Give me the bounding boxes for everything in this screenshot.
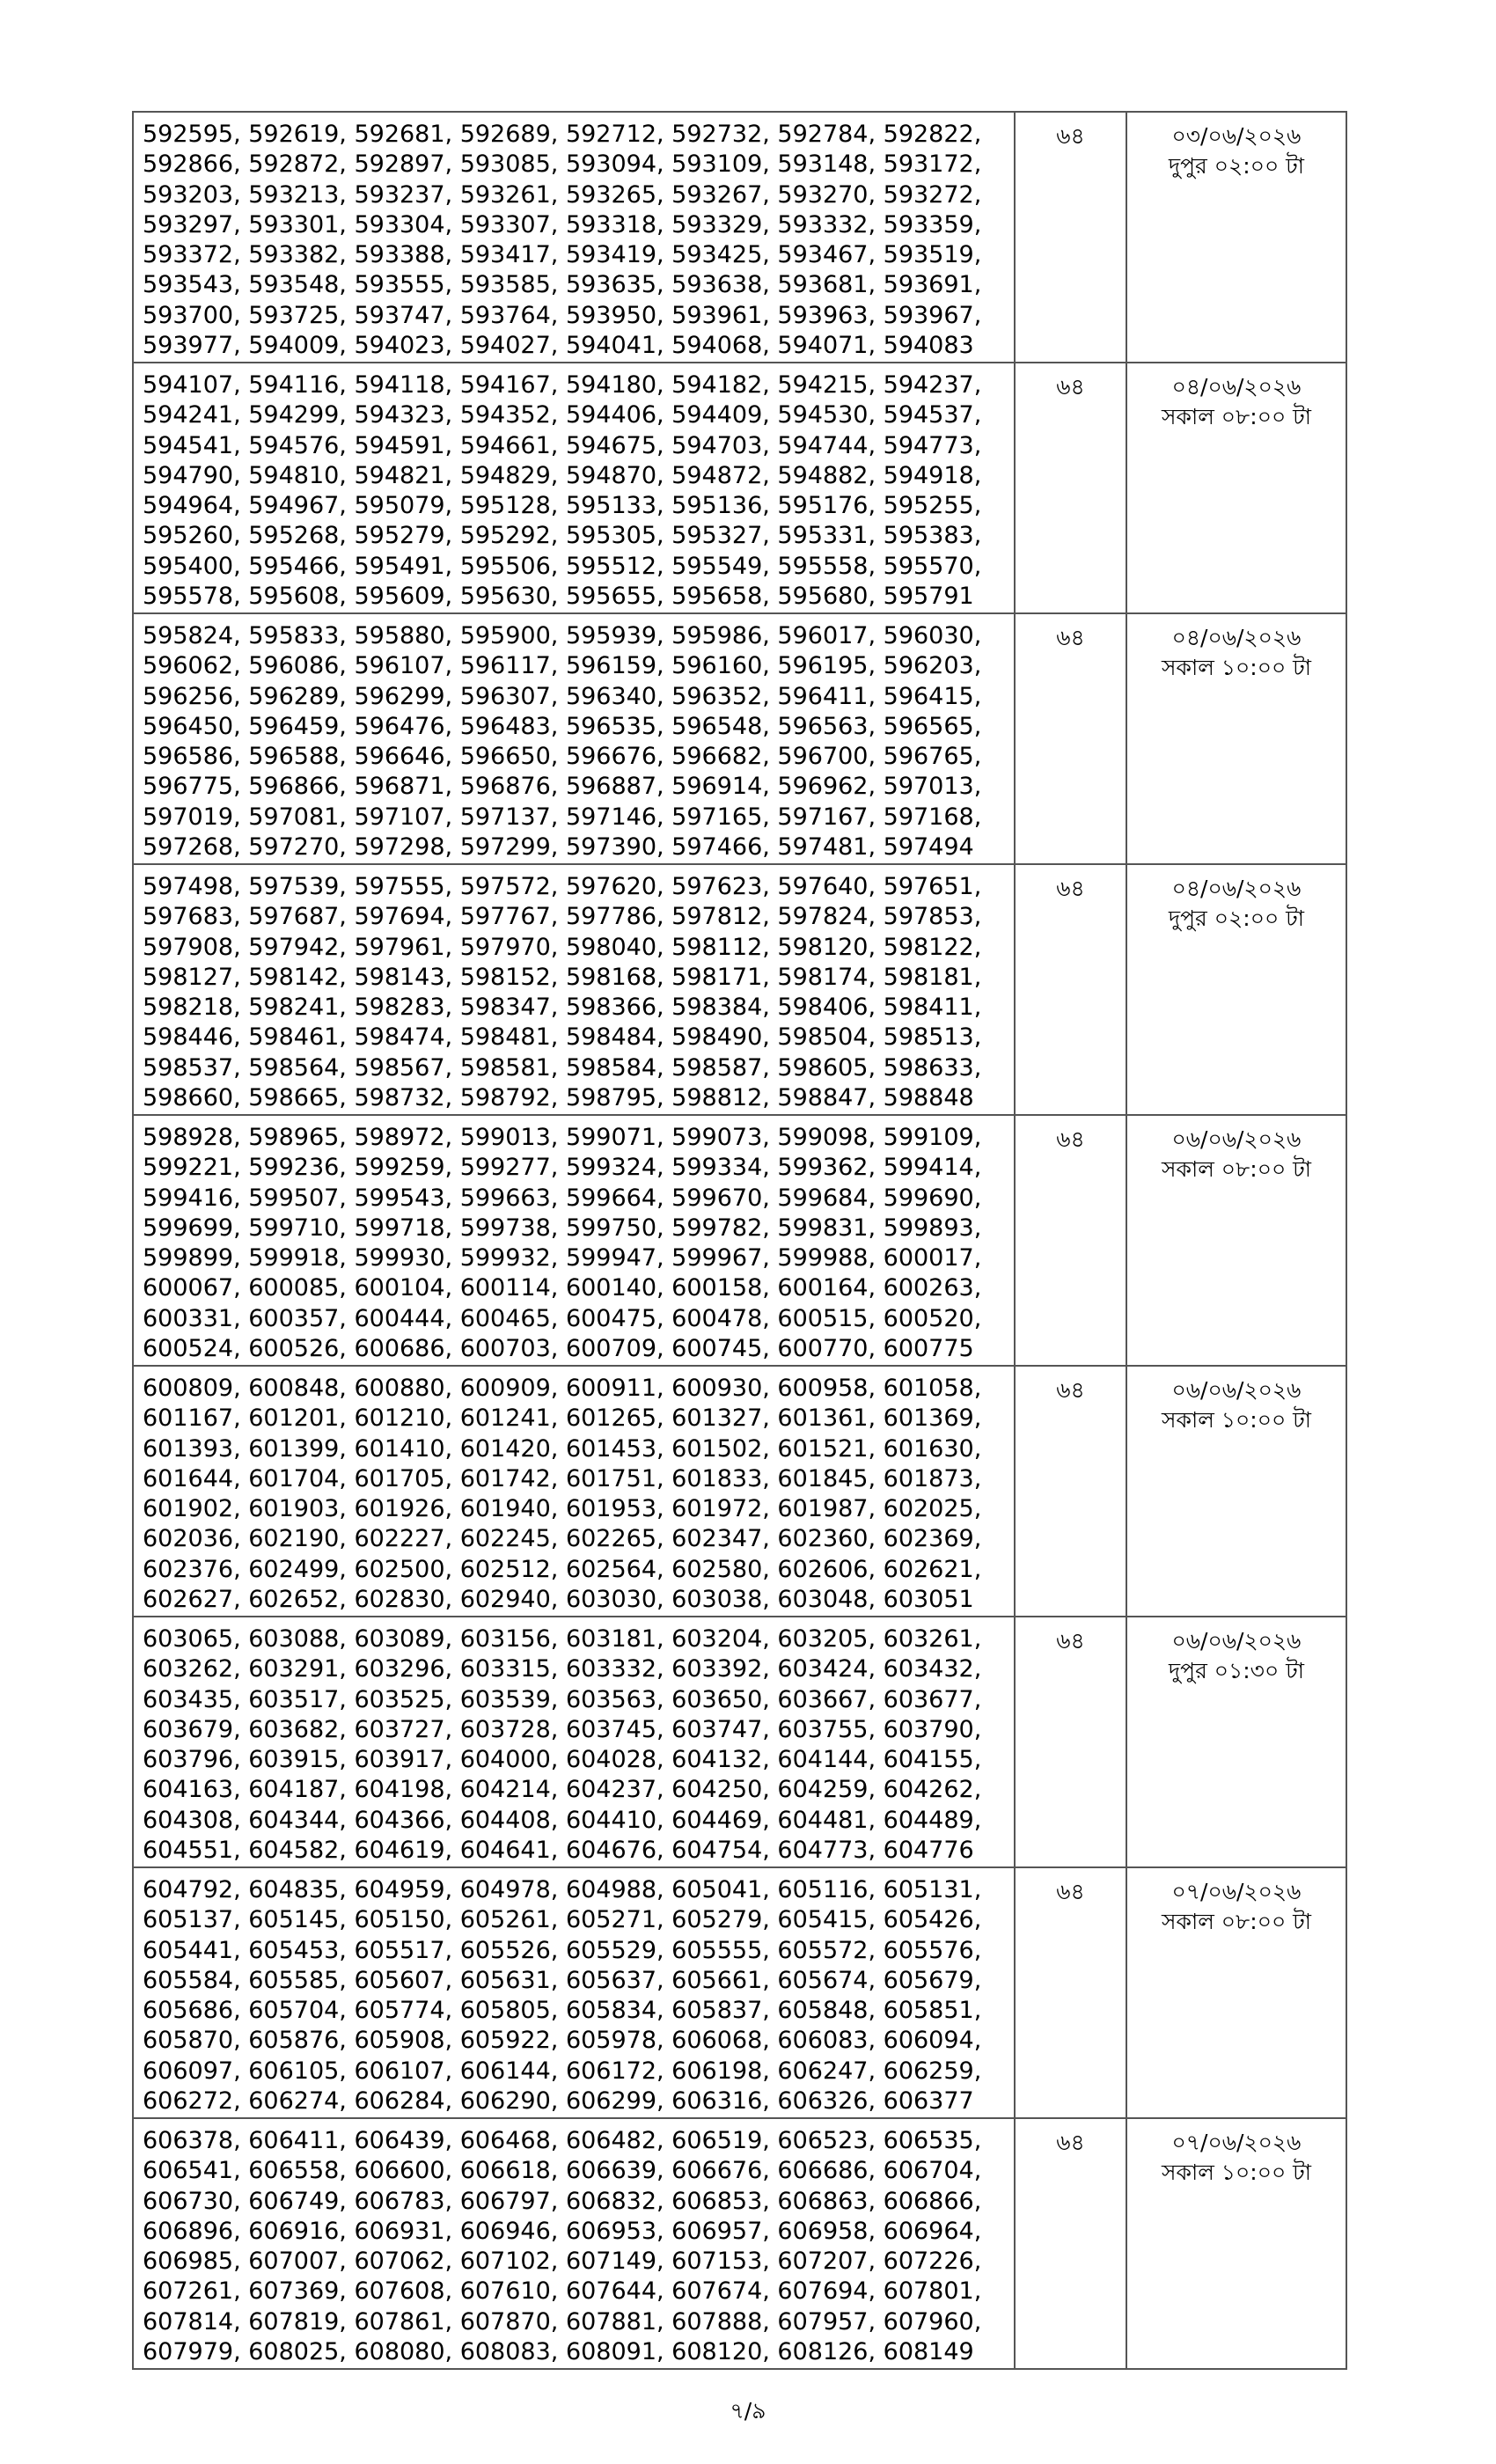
roll-numbers-cell [133,363,1015,613]
schedule-cell [1126,2118,1346,2369]
roll-numbers-cell [133,112,1015,363]
count-cell [1015,1366,1126,1617]
roll-numbers-cell [133,1867,1015,2118]
count-text: ৬৪ [1056,123,1085,149]
count-cell [1015,1867,1126,2118]
count-cell [1015,613,1126,864]
schedule-cell [1126,112,1346,363]
roll-numbers-text: 597498, 597539, 597555, 597572, 597620, 597623, 597640, 597651, 597683, 597687, 597694, 597767, 597786, 597812, 597824, 597853, 597908, 597942, 597961, 597970, 598040, 598112, 598120, 598122, 598127, 598142, 598143, 598152, 598168, 598171, 598174, 598181, 598218, 598241, 598283, 598347, 598366, 598384, 598406, 598411, 598446, 598461, 598474, 598481, 598484, 598490, 598504, 598513, 598537, 598564, 598567, 598581, 598584, 598587, 598605, 598633, 598660, 598665, 598732, 598792, 598795, 598812, 598847, 598848 [143,873,982,1112]
count-text: ৬৪ [1056,1628,1085,1654]
count-text: ৬৪ [1056,2130,1085,2155]
roll-numbers-cell [133,613,1015,864]
page-number: ৭/৯ [730,2398,766,2424]
exam-time: সকাল ১০:০০ টা [1161,2160,1312,2185]
table-row [133,1617,1346,1867]
exam-date: ০৭/০৬/২০২৬ [1171,1879,1302,1904]
schedule-table [132,111,1347,2370]
exam-date: ০৬/০৬/২০২৬ [1171,1126,1302,1152]
roll-numbers-cell [133,1617,1015,1867]
exam-time: সকাল ০৮:০০ টা [1161,1909,1312,1934]
exam-time: দুপুর ০১:৩০ টা [1168,1658,1305,1683]
count-cell [1015,1617,1126,1867]
roll-numbers-text: 595824, 595833, 595880, 595900, 595939, 595986, 596017, 596030, 596062, 596086, 596107, 596117, 596159, 596160, 596195, 596203, 596256, 596289, 596299, 596307, 596340, 596352, 596411, 596415, 596450, 596459, 596476, 596483, 596535, 596548, 596563, 596565, 596586, 596588, 596646, 596650, 596676, 596682, 596700, 596765, 596775, 596866, 596871, 596876, 596887, 596914, 596962, 597013, 597019, 597081, 597107, 597137, 597146, 597165, 597167, 597168, 597268, 597270, 597298, 597299, 597390, 597466, 597481, 597494 [143,622,982,862]
roll-numbers-text: 594107, 594116, 594118, 594167, 594180, 594182, 594215, 594237, 594241, 594299, 594323, 594352, 594406, 594409, 594530, 594537, 594541, 594576, 594591, 594661, 594675, 594703, 594744, 594773, 594790, 594810, 594821, 594829, 594870, 594872, 594882, 594918, 594964, 594967, 595079, 595128, 595133, 595136, 595176, 595255, 595260, 595268, 595279, 595292, 595305, 595327, 595331, 595383, 595400, 595466, 595491, 595506, 595512, 595549, 595558, 595570, 595578, 595608, 595609, 595630, 595655, 595658, 595680, 595791 [143,371,982,611]
exam-time: সকাল ১০:০০ টা [1161,1407,1312,1433]
table-row [133,613,1346,864]
roll-numbers-text: 603065, 603088, 603089, 603156, 603181, 603204, 603205, 603261, 603262, 603291, 603296, 603315, 603332, 603392, 603424, 603432, 603435, 603517, 603525, 603539, 603563, 603650, 603667, 603677, 603679, 603682, 603727, 603728, 603745, 603747, 603755, 603790, 603796, 603915, 603917, 604000, 604028, 604132, 604144, 604155, 604163, 604187, 604198, 604214, 604237, 604250, 604259, 604262, 604308, 604344, 604366, 604408, 604410, 604469, 604481, 604489, 604551, 604582, 604619, 604641, 604676, 604754, 604773, 604776 [143,1625,982,1865]
exam-date: ০৩/০৬/২০২৬ [1171,123,1302,149]
schedule-cell [1126,864,1346,1115]
schedule-cell [1126,363,1346,613]
count-cell [1015,363,1126,613]
schedule-cell [1126,1867,1346,2118]
schedule-cell [1126,1115,1346,1366]
exam-date: ০৭/০৬/২০২৬ [1171,2130,1302,2155]
schedule-cell [1126,613,1346,864]
exam-time: দুপুর ০২:০০ টা [1168,906,1305,931]
roll-numbers-text: 592595, 592619, 592681, 592689, 592712, 592732, 592784, 592822, 592866, 592872, 592897, 593085, 593094, 593109, 593148, 593172, 593203, 593213, 593237, 593261, 593265, 593267, 593270, 593272, 593297, 593301, 593304, 593307, 593318, 593329, 593332, 593359, 593372, 593382, 593388, 593417, 593419, 593425, 593467, 593519, 593543, 593548, 593555, 593585, 593635, 593638, 593681, 593691, 593700, 593725, 593747, 593764, 593950, 593961, 593963, 593967, 593977, 594009, 594023, 594027, 594041, 594068, 594071, 594083 [143,121,982,360]
roll-numbers-text: 600809, 600848, 600880, 600909, 600911, 600930, 600958, 601058, 601167, 601201, 601210, 601241, 601265, 601327, 601361, 601369, 601393, 601399, 601410, 601420, 601453, 601502, 601521, 601630, 601644, 601704, 601705, 601742, 601751, 601833, 601845, 601873, 601902, 601903, 601926, 601940, 601953, 601972, 601987, 602025, 602036, 602190, 602227, 602245, 602265, 602347, 602360, 602369, 602376, 602499, 602500, 602512, 602564, 602580, 602606, 602621, 602627, 602652, 602830, 602940, 603030, 603038, 603048, 603051 [143,1375,982,1614]
exam-date: ০৪/০৬/২০২৬ [1171,876,1302,901]
count-cell [1015,112,1126,363]
exam-time: দুপুর ০২:০০ টা [1168,153,1305,179]
schedule-cell [1126,1366,1346,1617]
count-text: ৬৪ [1056,1879,1085,1904]
count-text: ৬৪ [1056,876,1085,901]
table-row [133,2118,1346,2369]
exam-time: সকাল ০৮:০০ টা [1161,1156,1312,1182]
count-cell [1015,2118,1126,2369]
roll-numbers-text: 604792, 604835, 604959, 604978, 604988, 605041, 605116, 605131, 605137, 605145, 605150, 605261, 605271, 605279, 605415, 605426, 605441, 605453, 605517, 605526, 605529, 605555, 605572, 605576, 605584, 605585, 605607, 605631, 605637, 605661, 605674, 605679, 605686, 605704, 605774, 605805, 605834, 605837, 605848, 605851, 605870, 605876, 605908, 605922, 605978, 606068, 606083, 606094, 606097, 606105, 606107, 606144, 606172, 606198, 606247, 606259, 606272, 606274, 606284, 606290, 606299, 606316, 606326, 606377 [143,1876,982,2116]
table-row [133,864,1346,1115]
schedule-cell [1126,1617,1346,1867]
table-row [133,1115,1346,1366]
exam-time: সকাল ০৮:০০ টা [1161,404,1312,429]
table-row [133,112,1346,363]
count-text: ৬৪ [1056,625,1085,650]
roll-numbers-cell [133,1115,1015,1366]
roll-numbers-text: 606378, 606411, 606439, 606468, 606482, 606519, 606523, 606535, 606541, 606558, 606600, 606618, 606639, 606676, 606686, 606704, 606730, 606749, 606783, 606797, 606832, 606853, 606863, 606866, 606896, 606916, 606931, 606946, 606953, 606957, 606958, 606964, 606985, 607007, 607062, 607102, 607149, 607153, 607207, 607226, 607261, 607369, 607608, 607610, 607644, 607674, 607694, 607801, 607814, 607819, 607861, 607870, 607881, 607888, 607957, 607960, 607979, 608025, 608080, 608083, 608091, 608120, 608126, 608149 [143,2127,982,2366]
table-row [133,1867,1346,2118]
exam-date: ০৬/০৬/২০২৬ [1171,1628,1302,1654]
count-cell [1015,864,1126,1115]
roll-numbers-cell [133,2118,1015,2369]
roll-numbers-cell [133,864,1015,1115]
roll-numbers-text: 598928, 598965, 598972, 599013, 599071, 599073, 599098, 599109, 599221, 599236, 599259, 599277, 599324, 599334, 599362, 599414, 599416, 599507, 599543, 599663, 599664, 599670, 599684, 599690, 599699, 599710, 599718, 599738, 599750, 599782, 599831, 599893, 599899, 599918, 599930, 599932, 599947, 599967, 599988, 600017, 600067, 600085, 600104, 600114, 600140, 600158, 600164, 600263, 600331, 600357, 600444, 600465, 600475, 600478, 600515, 600520, 600524, 600526, 600686, 600703, 600709, 600745, 600770, 600775 [143,1124,982,1363]
exam-date: ০৪/০৬/২০২৬ [1171,374,1302,400]
exam-time: সকাল ১০:০০ টা [1161,655,1312,680]
table-row [133,1366,1346,1617]
exam-date: ০৪/০৬/২০২৬ [1171,625,1302,650]
count-text: ৬৪ [1056,1126,1085,1152]
table-row [133,363,1346,613]
count-text: ৬৪ [1056,1377,1085,1403]
count-text: ৬৪ [1056,374,1085,400]
roll-numbers-cell [133,1366,1015,1617]
exam-date: ০৬/০৬/২০২৬ [1171,1377,1302,1403]
count-cell [1015,1115,1126,1366]
